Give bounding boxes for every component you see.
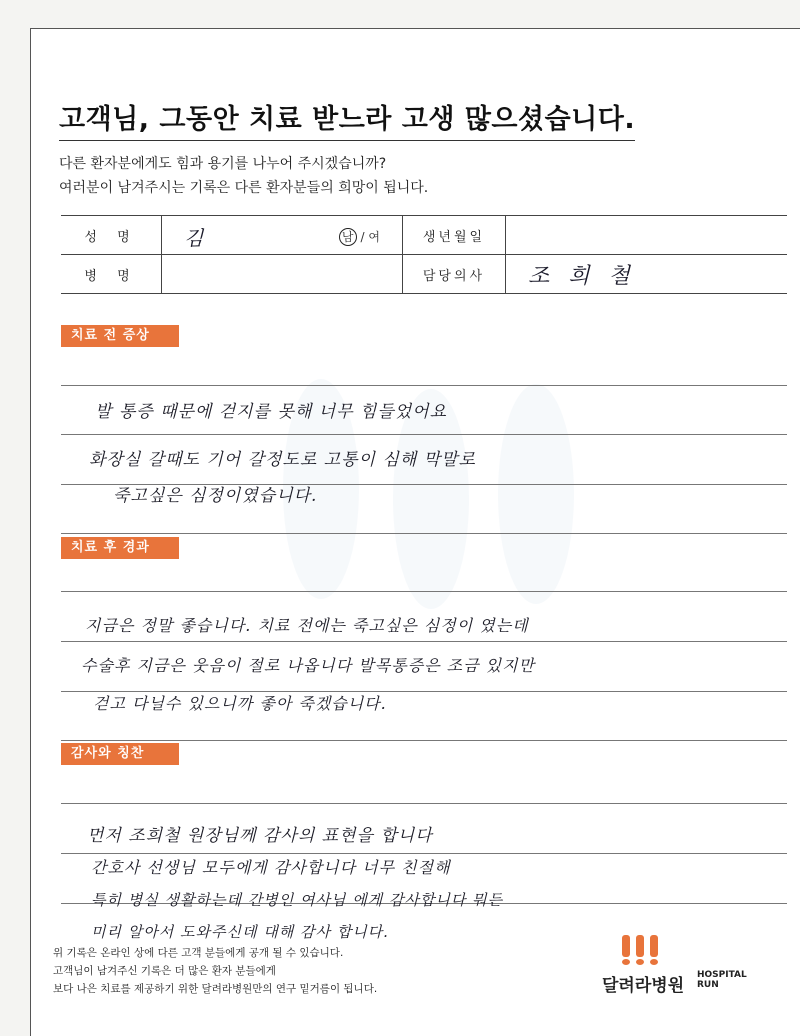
- writing-line: [61, 803, 787, 804]
- thanks-line-4[interactable]: 미리 알아서 도와주신데 대해 감사 합니다.: [91, 923, 389, 941]
- writing-line: [61, 853, 787, 854]
- page-title: 고객님, 그동안 치료 받느라 고생 많으셨습니다.: [59, 97, 635, 141]
- logo-name: 달려라병원: [602, 976, 685, 996]
- writing-line: [61, 740, 787, 741]
- thanks-line-3[interactable]: 특히 병실 생활하는데 간병인 여사님 에게 감사합니다 뭐든: [91, 891, 504, 909]
- gender-female-option[interactable]: 여: [368, 230, 380, 244]
- after-treatment-line-1[interactable]: 지금은 정말 좋습니다. 치료 전에는 죽고싶은 심정이 였는데: [85, 616, 529, 635]
- birth-value[interactable]: [506, 216, 788, 255]
- section-before-treatment-title: 치료 전 증상: [61, 325, 179, 347]
- name-value[interactable]: 김: [184, 226, 204, 250]
- before-treatment-line-1[interactable]: 발 통증 때문에 걷지를 못해 너무 힘들었어요: [95, 402, 448, 422]
- thanks-line-1[interactable]: 먼저 조희철 원장님께 감사의 표현을 합니다: [87, 826, 433, 846]
- name-label: 성 명: [61, 216, 162, 255]
- footer-note-2: 고객님이 남겨주신 기록은 더 많은 환자 분들에게: [53, 965, 276, 977]
- writing-line: [61, 533, 787, 534]
- writing-line: [61, 434, 787, 435]
- footer-note-1: 위 기록은 온라인 상에 다른 고객 분들에게 공개 될 수 있습니다.: [53, 947, 344, 959]
- doctor-value[interactable]: 조 희 철: [528, 264, 636, 289]
- after-treatment-line-2[interactable]: 수술후 지금은 웃음이 절로 나옵니다 발목통증은 조금 있지만: [81, 656, 536, 675]
- section-after-treatment-title: 치료 후 경과: [61, 537, 179, 559]
- doctor-label: 담당의사: [403, 255, 506, 294]
- writing-line: [61, 641, 787, 642]
- before-treatment-line-2[interactable]: 화장실 갈때도 기어 갈정도로 고통이 심해 막말로: [89, 450, 476, 470]
- patient-info-table: [61, 215, 787, 294]
- feedback-form: [30, 28, 800, 1036]
- gender-selector[interactable]: [339, 228, 380, 246]
- subtitle-line-2: 여러분이 남겨주시는 기록은 다른 환자분들의 희망이 됩니다.: [59, 180, 429, 196]
- disease-value[interactable]: [162, 255, 403, 294]
- section-thanks-title: 감사와 칭찬: [61, 743, 179, 765]
- gender-male-option[interactable]: 남: [339, 228, 357, 246]
- hospital-logo: [602, 935, 762, 1005]
- writing-line: [61, 591, 787, 592]
- birth-label: 생년월일: [403, 216, 506, 255]
- logo-english-line-1: HOSPITAL: [697, 970, 747, 980]
- after-treatment-line-3[interactable]: 걷고 다닐수 있으니까 좋아 죽겠습니다.: [93, 694, 387, 713]
- logo-english-line-2: RUN: [697, 980, 719, 990]
- subtitle-line-1: 다른 환자분에게도 힘과 용기를 나누어 주시겠습니까?: [59, 156, 387, 172]
- before-treatment-line-3[interactable]: 죽고싶은 심정이였습니다.: [113, 486, 318, 506]
- disease-label: 병 명: [61, 255, 162, 294]
- exclamation-logo-icon: [622, 935, 658, 965]
- gender-separator: /: [360, 230, 365, 244]
- writing-line: [61, 385, 787, 386]
- thanks-line-2[interactable]: 간호사 선생님 모두에게 감사합니다 너무 친절해: [91, 858, 451, 877]
- footer-note-3: 보다 나은 치료를 제공하기 위한 달려라병원만의 연구 밑거름이 됩니다.: [53, 983, 378, 995]
- logo-english: [697, 970, 747, 990]
